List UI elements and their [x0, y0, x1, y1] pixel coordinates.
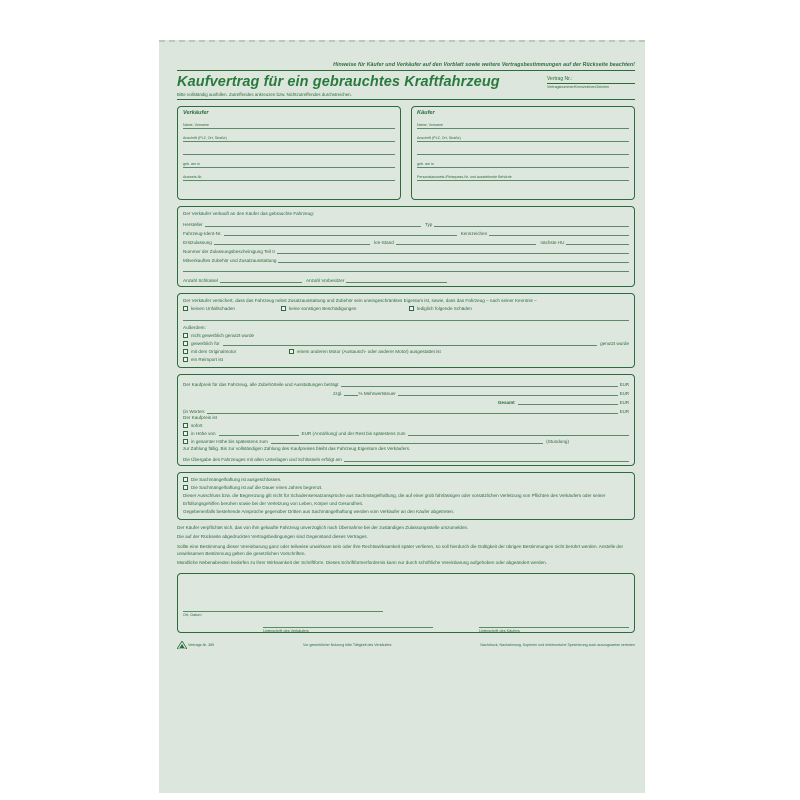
damages-line[interactable] [183, 312, 629, 321]
title-row [177, 74, 635, 90]
clauses [177, 524, 635, 567]
vat-row[interactable] [183, 387, 629, 396]
vin-label: Fahrzeug-Ident-Nr. [183, 230, 222, 236]
footer-middle: Vor gewerblicher Nutzung bitte Tätigkeit des Verkäufers [303, 642, 392, 647]
buyer-box [411, 106, 635, 200]
mileage-label: km-Stand [374, 239, 394, 245]
pay-immediately-label: sofort [191, 422, 203, 428]
first-registration-label: Erstzulassung [183, 239, 212, 245]
manufacturer-row[interactable] [183, 218, 629, 227]
other-engine-label: einem anderen Motor (Austausch- oder anderer Motor) ausgestattet ist [297, 349, 441, 355]
deferral-checkbox[interactable] [183, 439, 188, 444]
severability-clause: Sollte eine Bestimmung dieser Vereinbarung ganz oder teilweise unwirksam sein oder ihre Rechtswirksamkeit später verlieren, so soll hierdurch die Gültigkeit der übrigen Bestimmungen nicht berührt werden. Anstelle der unwirksamen Bestimmung gelten die gesetzlichen Vorschriften. [177, 543, 624, 556]
eur-label: EUR [619, 399, 629, 405]
condition-options [183, 304, 629, 312]
price-intro: Der Kaufpreis für das Fahrzeug, alle Zubehörteile und Ausstattungen beträgt [183, 381, 339, 387]
contract-number-sub: Vertragsnummer/Kennzeichen/Zeichen [547, 85, 610, 89]
seller-signature-label: Unterschrift des Verkäufers [263, 628, 309, 633]
seller-field[interactable]: Ausweis-Nr. [183, 168, 395, 181]
eur-label: EUR [619, 390, 629, 396]
not-commercial-checkbox[interactable] [183, 333, 188, 338]
article-number: Vertrags-Nr. 389 [188, 642, 215, 647]
place-date-field[interactable] [183, 611, 383, 617]
additionally-label: Außerdem: [183, 325, 206, 331]
footer [177, 641, 635, 649]
zb2-label: Nummer der Zulassungsbescheinigung Teil II [183, 248, 275, 254]
handover-row[interactable] [183, 453, 629, 462]
registration-row[interactable] [183, 236, 629, 245]
manufacturer-label: Hersteller [183, 221, 203, 227]
commercial-use-field[interactable] [223, 341, 598, 346]
handover-label: Die Übergabe des Fahrzeuges mit allen Unterlagen und Schlüsseln erfolgt am [183, 456, 342, 462]
no-accident-label: keinen Unfallschaden [191, 305, 235, 311]
page-title: Kaufvertrag für ein gebrauchtes Kraftfahrzeug [177, 74, 500, 90]
contract-number-field[interactable] [547, 76, 635, 89]
no-damage-checkbox[interactable] [281, 306, 286, 311]
down-payment-checkbox[interactable] [183, 431, 188, 436]
contract-sheet [159, 40, 645, 793]
warranty-box [177, 472, 635, 520]
price-row[interactable] [183, 378, 629, 387]
type-label: Typ [424, 221, 433, 227]
buyer-field[interactable]: Anschrift (PLZ, Ort, Straße) [417, 129, 629, 142]
damages-label: lediglich folgende Schäden [417, 305, 472, 311]
condition-box [177, 293, 635, 368]
buyer-signature-field[interactable] [479, 627, 629, 633]
signature-row [183, 627, 629, 633]
no-damage-label: keine sonstigen Beschädigungen [289, 305, 357, 311]
pay-immediately-row [183, 421, 629, 429]
no-accident-checkbox[interactable] [183, 306, 188, 311]
seller-field[interactable]: Anschrift (PLZ, Ort, Straße) [183, 129, 395, 142]
zzgl-label: zzgl. [333, 390, 343, 396]
buyer-heading: Käufer [417, 110, 435, 116]
commercial-label: gewerblich für [191, 341, 220, 347]
publisher-logo-icon [177, 641, 187, 649]
rest-date-field[interactable] [408, 431, 629, 436]
engine-row [183, 348, 629, 356]
commercial-checkbox[interactable] [183, 341, 188, 346]
not-commercial-row [183, 332, 629, 340]
accessories-label: Mitverkauftes Zubehör und Zusatzausstattung [183, 257, 277, 263]
words-row[interactable] [183, 405, 629, 414]
warranty-excluded-row [183, 476, 629, 484]
payment-due-text: zur Zahlung fällig. Bis zur vollständigen Zahlung des Kaufpreises bleibt das Fahrzeug Eigentum des Verkäufers. [183, 446, 411, 452]
condition-intro: Der Verkäufer versichert, dass das Fahrzeug nebst Zusatzausstattung und Zubehör sein uneingeschränktes Eigentum ist, sowie, dass das Fahrzeug – nach seiner Kenntnis – [183, 297, 537, 303]
original-engine-checkbox[interactable] [183, 349, 188, 354]
deferral-row [183, 437, 629, 445]
owners-label: Anzahl Vorbesitzer [306, 277, 345, 283]
warranty-assignment-text: Gegebenenfalls bestehende Ansprüche gegenüber Dritten aus Sachmängelhaftung werden vom Verkäufer an den Käufer abgetreten. [183, 509, 455, 515]
reimport-label: ein Reimport ist [191, 357, 223, 363]
plate-label: Kennzeichen [460, 230, 488, 236]
contract-number-label: Vertrag Nr.: [547, 76, 573, 82]
keys-row[interactable] [183, 272, 629, 283]
warranty-limited-row [183, 484, 629, 492]
buyer-field[interactable]: Name, Vorname [417, 116, 629, 129]
warranty-limited-label: Die Sachmängelhaftung ist auf die Dauer eines Jahres begrenzt. [191, 485, 323, 491]
seller-heading: Verkäufer [183, 110, 209, 116]
keys-label: Anzahl Schlüssel [183, 277, 218, 283]
deferral-date-field[interactable] [271, 439, 543, 444]
place-date-label: Ort, Datum [183, 612, 202, 617]
pay-immediately-checkbox[interactable] [183, 423, 188, 428]
warranty-text: Dieser Ausschluss bzw. die Begrenzung gilt nicht für Schadensersatzansprüche aus Sachmängelhaftung, die auf einer grob fahrlässigen oder vorsätzlichen Verletzung von Pflichten des Verkäufers oder seiner Erfüllungsgehilfen beruhen sowie bei der Verletzung von Leben, Körper und Gesundheit. [183, 492, 606, 506]
original-engine-label: mit dem Originalmotor [191, 349, 237, 355]
deferral-end-label: (Stundung) [546, 438, 569, 444]
contract-content [177, 62, 635, 649]
seller-field[interactable] [183, 142, 395, 155]
vat-label: % Mehrwertsteuer [358, 390, 396, 396]
notice-line: Hinweise für Käufer und Verkäufer auf den Vorblatt sowie weitere Vertragsbestimmungen auf der Rückseite beachten! [177, 62, 635, 71]
down-payment-row [183, 429, 629, 437]
buyer-field[interactable]: geb. am in [417, 155, 629, 168]
warranty-limited-checkbox[interactable] [183, 485, 188, 490]
party-row [177, 106, 635, 200]
registration-clause: Der Käufer verpflichtet sich, das von ihm gekaufte Fahrzeug unverzüglich nach Übernahme bei der zuständigen Zulassungsstelle umzumelden. [177, 524, 469, 530]
seller-box [177, 106, 401, 200]
seller-field[interactable]: Name, Vorname [183, 116, 395, 129]
other-engine-checkbox[interactable] [289, 349, 294, 354]
accessories-extra-line[interactable] [183, 263, 629, 272]
down-payment-rest-label: EUR (Anzahlung) und der Rest bis spätestens zum [301, 430, 406, 436]
deferral-label: in gesamter Höhe bis spätestens zum [191, 438, 268, 444]
eur-label: EUR [619, 381, 629, 387]
payment-intro: Der Kaufpreis ist [183, 414, 217, 420]
reimport-checkbox[interactable] [183, 357, 188, 362]
commercial-label-end: genutzt wurde [600, 341, 629, 347]
accessories-row[interactable] [183, 254, 629, 263]
signature-box [177, 573, 635, 633]
vehicle-box [177, 206, 635, 287]
footer-right: Nachdruck, Nachahmung, Kopieren und elektronische Speicherung auch auszugsweise verboten [480, 642, 635, 647]
warranty-excluded-checkbox[interactable] [183, 477, 188, 482]
written-form-clause: Mündliche Nebenabreden bedürfen zu ihrer Wirksamkeit der Schriftform. Dieses Schriftformerfordernis kann nur durch schriftliche Vereinbarung aufgehoben oder abgeändert werden. [177, 560, 547, 566]
down-payment-label: in Höhe von [191, 430, 216, 436]
signature-lines [183, 611, 629, 617]
words-label: (in Worten: [183, 408, 206, 414]
vehicle-intro: Der Verkäufer verkauft an den Käufer das gebrauchte Fahrzeug: [183, 211, 315, 216]
buyer-field[interactable]: Personalausweis-/Reisepass-Nr. und ausstellende Behörde [417, 168, 629, 181]
down-payment-field[interactable] [219, 431, 299, 436]
footer-left [177, 641, 214, 649]
total-label: Gesamt [497, 399, 515, 405]
eur-label: EUR [619, 408, 629, 414]
warranty-excluded-label: Die Sachmängelhaftung ist ausgeschlossen. [191, 477, 282, 483]
commercial-row [183, 340, 629, 348]
damages-checkbox[interactable] [409, 306, 414, 311]
seller-field[interactable]: geb. am in [183, 155, 395, 168]
buyer-field[interactable] [417, 142, 629, 155]
vin-row[interactable] [183, 227, 629, 236]
buyer-signature-label: Unterschrift des Käufers [479, 628, 520, 633]
not-commercial-label: nicht gewerblich genutzt wurde [191, 333, 255, 339]
reimport-row [183, 356, 629, 364]
total-row[interactable] [183, 396, 629, 405]
zb2-row[interactable] [183, 245, 629, 254]
seller-signature-field[interactable] [263, 627, 433, 633]
price-box [177, 374, 635, 466]
next-inspection-label: nächste HU [540, 239, 565, 245]
fill-hint: Bitte vollständig ausfüllen. Zutreffendes ankreuzen bzw. Nichtzutreffendes durchstreichen. [177, 92, 635, 100]
terms-clause: Die auf der Rückseite abgedruckten Vertragsbedingungen sind Gegenstand dieses Vertrages. [177, 534, 368, 540]
